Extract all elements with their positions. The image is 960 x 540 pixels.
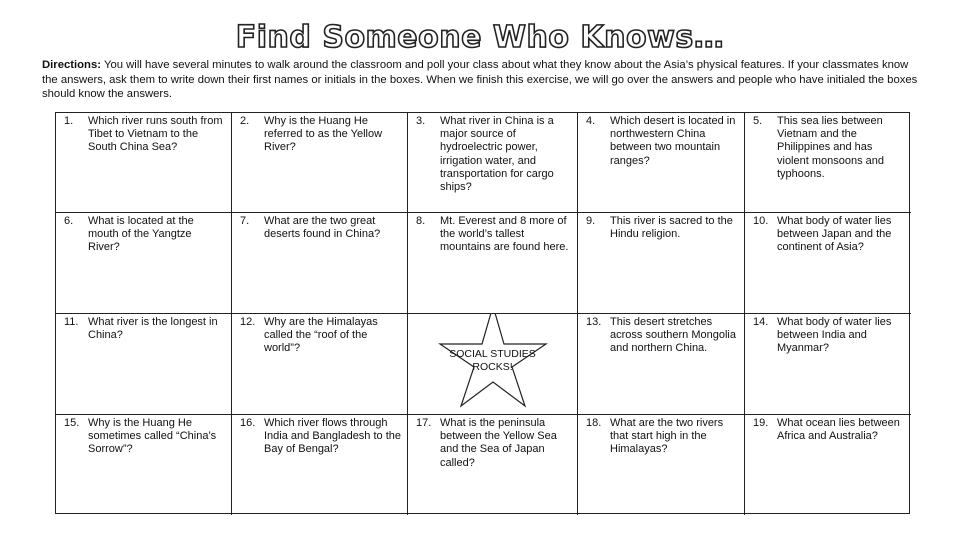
question-cell-9[interactable] [578, 213, 745, 314]
question-text: What are the two great deserts found in China? [264, 215, 381, 241]
question-text: Why are the Himalayas called the “roof of the world”? [264, 316, 378, 355]
question-text: Why is the Huang He sometimes called “China’s Sorrow”? [88, 417, 217, 456]
question-text: What body of water lies between India and Myanmar? [777, 316, 892, 355]
question-text: Which river flows through India and Bangladesh to the Bay of Bengal? [264, 417, 402, 456]
question-cell-17[interactable] [408, 415, 578, 515]
question-number: 3. [416, 115, 426, 127]
question-number: 16. [240, 417, 256, 429]
question-number: 11. [64, 316, 79, 328]
directions-text: You will have several minutes to walk around the classroom and poll your class about what they know about the Asia’s physical features. If your classmates know the answers, ask them to write down their first names or initials in the boxes. When we finish this exercise, we will go over the answers and people who have initialed the boxes should know the answers. [42, 59, 918, 101]
question-number: 9. [586, 215, 596, 227]
question-grid [55, 112, 910, 514]
question-cell-16[interactable] [232, 415, 408, 515]
question-number: 17. [416, 417, 432, 429]
question-number: 14. [753, 316, 769, 328]
question-cell-5[interactable] [745, 113, 911, 213]
question-number: 8. [416, 215, 426, 227]
question-cell-19[interactable] [745, 415, 911, 515]
question-number: 4. [586, 115, 596, 127]
question-cell-14[interactable] [745, 314, 911, 415]
question-text: Which desert is located in northwestern China between two mountain ranges? [610, 115, 736, 167]
star-caption [408, 348, 577, 374]
question-text: This desert stretches across southern Mongolia and northern China. [610, 316, 736, 355]
question-number: 1. [64, 115, 74, 127]
directions-paragraph [42, 58, 922, 102]
question-number: 13. [586, 316, 602, 328]
question-text: This river is sacred to the Hindu religion. [610, 215, 733, 241]
star-caption-line-2: ROCKS! [472, 361, 513, 373]
worksheet-title: Find Someone Who Knows… [235, 20, 725, 55]
question-cell-11[interactable] [56, 314, 232, 415]
question-number: 19. [753, 417, 769, 429]
question-text: What is located at the mouth of the Yangtze River? [88, 215, 194, 254]
question-number: 5. [753, 115, 763, 127]
question-number: 12. [240, 316, 256, 328]
star-cell [408, 314, 578, 415]
question-text: What ocean lies between Africa and Australia? [777, 417, 900, 443]
question-text: What are the two rivers that start high in the Himalayas? [610, 417, 724, 456]
question-text: This sea lies between Vietnam and the Philippines and has violent monsoons and typhoons. [777, 115, 885, 180]
question-cell-1[interactable] [56, 113, 232, 213]
question-cell-12[interactable] [232, 314, 408, 415]
question-number: 6. [64, 215, 74, 227]
question-number: 7. [240, 215, 250, 227]
question-text: What is the peninsula between the Yellow Sea and the Sea of Japan called? [440, 417, 557, 469]
question-cell-10[interactable] [745, 213, 911, 314]
question-cell-8[interactable] [408, 213, 578, 314]
question-cell-7[interactable] [232, 213, 408, 314]
question-number: 2. [240, 115, 250, 127]
question-cell-6[interactable] [56, 213, 232, 314]
question-text: What river is the longest in China? [88, 316, 218, 342]
question-text: Mt. Everest and 8 more of the world’s tallest mountains are found here. [440, 215, 569, 254]
question-number: 15. [64, 417, 80, 429]
question-number: 18. [586, 417, 602, 429]
question-cell-2[interactable] [232, 113, 408, 213]
question-cell-3[interactable] [408, 113, 578, 213]
question-text: Which river runs south from Tibet to Vietnam to the South China Sea? [88, 115, 223, 154]
question-cell-18[interactable] [578, 415, 745, 515]
star-caption-line-1: SOCIAL STUDIES [449, 348, 536, 360]
question-cell-4[interactable] [578, 113, 745, 213]
question-text: What river in China is a major source of hydroelectric power, irrigation water, and transportation for cargo ships? [440, 115, 554, 194]
question-cell-13[interactable] [578, 314, 745, 415]
question-text: What body of water lies between Japan and the continent of Asia? [777, 215, 892, 254]
question-text: Why is the Huang He referred to as the Yellow River? [264, 115, 383, 154]
question-number: 10. [753, 215, 769, 227]
directions-label: Directions: [42, 59, 102, 71]
question-cell-15[interactable] [56, 415, 232, 515]
